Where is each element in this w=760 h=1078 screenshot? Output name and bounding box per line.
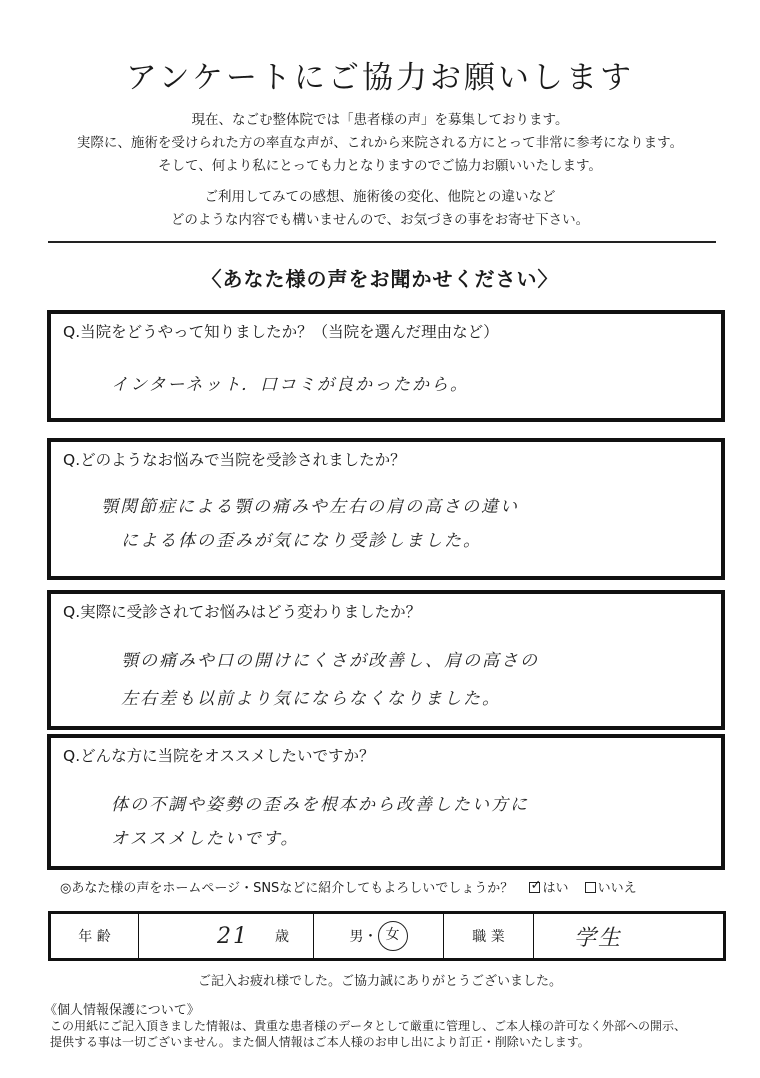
consent-no-label: いいえ bbox=[597, 881, 637, 896]
consent-yes-option[interactable] bbox=[529, 881, 572, 896]
privacy-line: 提供する事は一切ございません。また個人情報はご本人様のお申し出により訂正・削除いたします。 bbox=[50, 1035, 590, 1049]
respondent-info-table bbox=[48, 911, 726, 961]
question-box-1 bbox=[47, 310, 725, 422]
question-box-4 bbox=[47, 734, 725, 870]
consent-question: ◎あなた様の声をホームページ・SNSなどに紹介してもよろしいでしょうか？ bbox=[60, 881, 514, 896]
intro-request-text bbox=[0, 186, 760, 232]
page-title: アンケートにご協力お願いします bbox=[125, 60, 635, 96]
question-text: Q.当院をどうやって知りましたか？（当院を選んだ理由など） bbox=[63, 323, 499, 341]
answer-text[interactable]: インターネット．口コミが良かったから。 bbox=[111, 375, 469, 395]
age-value[interactable]: 21 bbox=[217, 923, 249, 949]
job-cell bbox=[534, 914, 723, 958]
answer-text[interactable]: オススメしたいです。 bbox=[111, 829, 300, 849]
checkbox-checked-icon[interactable] bbox=[529, 882, 540, 893]
answer-text[interactable]: 顎の痛みや口の開けにくさが改善し、肩の高さの bbox=[121, 651, 539, 671]
age-unit: 歳 bbox=[275, 929, 289, 945]
job-value[interactable]: 学生 bbox=[574, 925, 623, 951]
question-text: Q.どのようなお悩みで当院を受診されましたか？ bbox=[63, 451, 406, 469]
question-text: Q.どんな方に当院をオススメしたいですか？ bbox=[63, 747, 375, 765]
thanks-message: ご記入お疲れ様でした。ご協力誠にありがとうございました。 bbox=[197, 974, 562, 989]
consent-no-option[interactable] bbox=[585, 881, 637, 896]
question-box-2 bbox=[47, 438, 725, 580]
consent-yes-label: はい bbox=[542, 881, 569, 896]
gender-female-circled[interactable]: 女 bbox=[378, 921, 408, 951]
answer-text[interactable]: 顎関節症による顎の痛みや左右の肩の高さの違い bbox=[101, 497, 519, 517]
age-label: 年 齢 bbox=[51, 914, 139, 958]
intro-line: ご利用してみての感想、施術後の変化、他院との違いなど bbox=[204, 189, 556, 205]
divider bbox=[48, 241, 716, 243]
intro-line: どのような内容でも構いませんので、お気づきの事をお寄せ下さい。 bbox=[170, 212, 590, 228]
privacy-text bbox=[50, 1018, 740, 1050]
intro-line: 現在、なごむ整体院では「患者様の声」を募集しております。 bbox=[191, 112, 569, 128]
gender-separator: ・ bbox=[363, 929, 378, 945]
privacy-line: この用紙にご記入頂きました情報は、貴重な患者様のデータとして厳重に管理し、ご本人様の許可なく外部への開示、 bbox=[50, 1019, 687, 1033]
publish-consent bbox=[60, 877, 637, 896]
answer-text[interactable]: 体の不調や姿勢の歪みを根本から改善したい方に bbox=[111, 795, 529, 815]
answer-text[interactable]: による体の歪みが気になり受診しました。 bbox=[121, 531, 482, 551]
intro-text bbox=[0, 109, 760, 178]
privacy-heading: 《個人情報保護について》 bbox=[44, 1003, 200, 1018]
question-box-3 bbox=[47, 590, 725, 730]
checkbox-icon[interactable] bbox=[585, 882, 596, 893]
section-heading: 〈あなた様の声をお聞かせください〉 bbox=[201, 267, 559, 291]
gender-cell bbox=[314, 914, 444, 958]
age-cell bbox=[139, 914, 314, 958]
gender-male[interactable]: 男 bbox=[349, 929, 364, 945]
job-label: 職 業 bbox=[444, 914, 534, 958]
intro-line: 実際に、施術を受けられた方の率直な声が、これから来院される方にとって非常に参考になります。 bbox=[76, 135, 684, 151]
intro-line: そして、何より私にとっても力となりますのでご協力お願いいたします。 bbox=[158, 158, 602, 174]
answer-text[interactable]: 左右差も以前より気にならなくなりました。 bbox=[121, 689, 501, 709]
question-text: Q.実際に受診されてお悩みはどう変わりましたか？ bbox=[63, 603, 422, 621]
